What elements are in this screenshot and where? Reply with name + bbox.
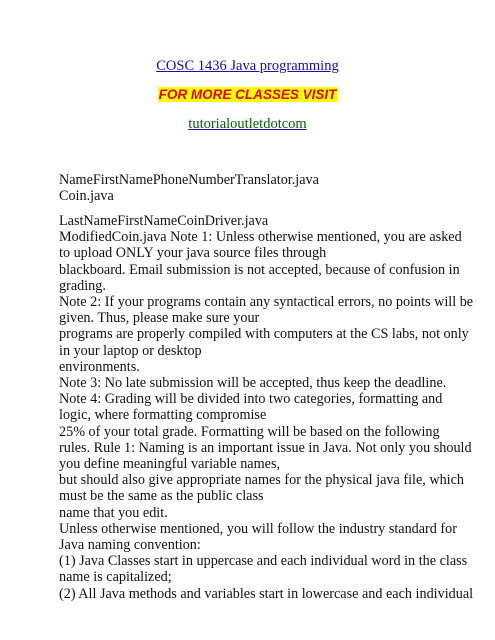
text-line: Note 4: Grading will be divided into two categories, formatting and: [59, 391, 443, 408]
text-line: logic, where formatting compromise: [59, 407, 267, 424]
text-line: name is capitalized;: [59, 569, 172, 586]
text-line: in your laptop or desktop: [59, 342, 202, 359]
text-line: you define meaningful variable names,: [59, 456, 281, 473]
file-list: [59, 172, 449, 204]
promo-banner: [0, 86, 495, 103]
text-line: Java naming convention:: [59, 537, 201, 554]
text-line: rules. Rule 1: Naming is an important issue in Java. Not only you should: [59, 439, 472, 456]
text-line: but should also give appropriate names for the physical java file, which: [59, 472, 465, 489]
site-link[interactable]: tutorialoutletdotcom: [188, 116, 307, 132]
text-line: name that you edit.: [59, 504, 168, 521]
text-line: environments.: [59, 358, 140, 375]
body-paragraphs: [59, 213, 474, 602]
text-line: to upload ONLY your java source files through: [59, 245, 327, 262]
text-line: given. Thus, please make sure your: [59, 310, 260, 327]
text-line: grading.: [59, 277, 106, 294]
course-title-link[interactable]: COSC 1436 Java programming: [156, 58, 339, 74]
text-line: (2) All Java methods and variables start in lowercase and each individual: [59, 585, 474, 602]
text-line: ModifiedCoin.java Note 1: Unless otherwise mentioned, you are asked: [59, 229, 462, 246]
promo-text: FOR MORE CLASSES VISIT: [158, 87, 337, 102]
text-line: 25% of your total grade. Formatting will be based on the following: [59, 423, 440, 440]
file-name: Coin.java: [59, 188, 114, 205]
file-name: NameFirstNamePhoneNumberTranslator.java: [59, 172, 319, 188]
text-line: Note 3: No late submission will be accepted, thus keep the deadline.: [59, 375, 447, 392]
text-line: programs are properly compiled with computers at the CS labs, not only: [59, 326, 469, 343]
text-line: must be the same as the public class: [59, 488, 264, 505]
text-line: blackboard. Email submission is not accepted, because of confusion in: [59, 261, 460, 278]
text-line: LastNameFirstNameCoinDriver.java: [59, 213, 269, 229]
text-line: (1) Java Classes start in uppercase and each individual word in the class: [59, 553, 468, 570]
text-line: Unless otherwise mentioned, you will follow the industry standard for: [59, 520, 457, 537]
text-line: Note 2: If your programs contain any syntactical errors, no points will be: [59, 294, 474, 311]
